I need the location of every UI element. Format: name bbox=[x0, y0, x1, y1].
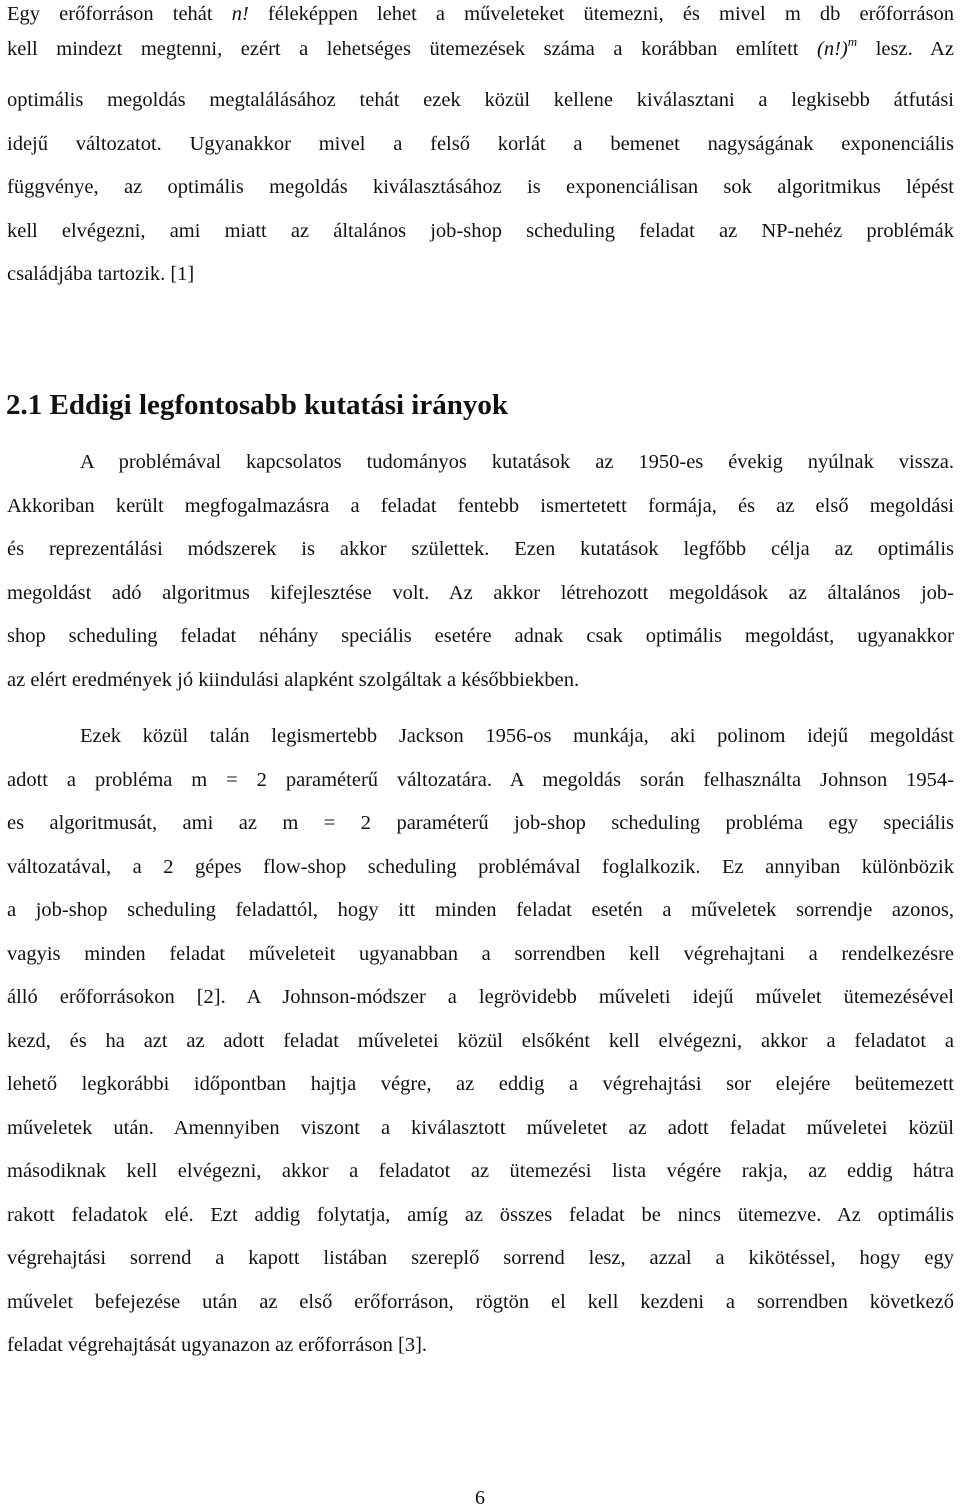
math-exponent: m bbox=[847, 34, 858, 49]
paragraph-3-line-3: es algoritmusát, ami az m = 2 paraméterű job-shop scheduling probléma egy speciális bbox=[7, 812, 954, 834]
paragraph-3-line-1: Ezek közül talán legismertebb Jackson 1956-os munkája, aki polinom idejű megoldást bbox=[80, 725, 954, 747]
text-run: féleképpen lehet a műveleteket ütemezni, és mivel m db erőforráson bbox=[267, 3, 955, 25]
paragraph-1-line-5: függvénye, az optimális megoldás kiválasztásához is exponenciálisan sok algoritmikus lépést bbox=[7, 176, 954, 198]
paragraph-3-line-11: másodiknak kell elvégezni, akkor a feladatot az ütemezési lista végére rakja, az eddig hátra bbox=[7, 1160, 954, 1182]
paragraph-2-line-6: az elért eredmények jó kiindulási alapként szolgáltak a későbbiekben. bbox=[7, 669, 580, 691]
math-expression bbox=[817, 34, 858, 60]
paragraph-2-line-1: A problémával kapcsolatos tudományos kutatások az 1950-es évekig nyúlnak vissza. bbox=[80, 451, 954, 473]
text-run: kell mindezt megtenni, ezért a lehetséges ütemezések száma a korábban említett bbox=[7, 38, 799, 60]
paragraph-3-line-5: a job-shop scheduling feladattól, hogy itt minden feladat esetén a műveletek sorrendje azonos, bbox=[7, 899, 954, 921]
paragraph-1-line-7: családjába tartozik. [1] bbox=[7, 263, 195, 285]
paragraph-2-line-5: shop scheduling feladat néhány speciális esetére adnak csak optimális megoldást, ugyanakkor bbox=[7, 625, 954, 647]
math-base: (n!) bbox=[817, 38, 848, 60]
paragraph-1-line-6: kell elvégezni, ami miatt az általános job-shop scheduling feladat az NP-nehéz problémák bbox=[7, 220, 954, 242]
paragraph-3-line-12: rakott feladatok elé. Ezt addig folytatja, amíg az összes feladat be nincs ütemezve. Az optimális bbox=[7, 1204, 954, 1226]
paragraph-1-line-1 bbox=[7, 0, 954, 28]
section-heading: 2.1 Eddigi legfontosabb kutatási irányok bbox=[6, 389, 508, 421]
paragraph-3-line-9: lehető legkorábbi időpontban hajtja végre, az eddig a végrehajtási sor elejére beütemezett bbox=[7, 1073, 954, 1095]
page-number: 6 bbox=[475, 1487, 485, 1509]
paragraph-2-line-2: Akkoriban került megfogalmazásra a feladat fentebb ismertetett formája, és az első megoldási bbox=[7, 495, 954, 517]
math-factorial: n! bbox=[231, 3, 249, 25]
paragraph-1-line-2 bbox=[7, 35, 954, 63]
text-run: lesz. Az bbox=[875, 38, 955, 60]
paragraph-3-line-8: kezd, és ha azt az adott feladat műveletei közül elsőként kell elvégezni, akkor a feladatot a bbox=[7, 1030, 954, 1052]
paragraph-1-line-4: idejű változatot. Ugyanakkor mivel a felső korlát a bemenet nagyságának exponenciális bbox=[7, 133, 954, 155]
paragraph-3-line-4: változatával, a 2 gépes flow-shop scheduling problémával foglalkozik. Ez annyiban különbözik bbox=[7, 856, 954, 878]
text-run: Egy erőforráson tehát bbox=[7, 3, 213, 25]
paragraph-3-line-10: műveletek után. Amennyiben viszont a kiválasztott műveletet az adott feladat műveletei közül bbox=[7, 1117, 954, 1139]
paragraph-2-line-3: és reprezentálási módszerek is akkor születtek. Ezen kutatások legfőbb célja az optimális bbox=[7, 538, 954, 560]
paragraph-2-line-4: megoldást adó algoritmus kifejlesztése volt. Az akkor létrehozott megoldások az általános job- bbox=[7, 582, 954, 604]
paragraph-3-line-6: vagyis minden feladat műveleteit ugyanabban a sorrendben kell végrehajtani a rendelkezésre bbox=[7, 943, 954, 965]
paragraph-3-line-7: álló erőforrásokon [2]. A Johnson-módszer a legrövidebb műveleti idejű művelet ütemezésével bbox=[7, 986, 954, 1008]
paragraph-3-line-15: feladat végrehajtását ugyanazon az erőforráson [3]. bbox=[7, 1334, 428, 1356]
paragraph-3-line-14: művelet befejezése után az első erőforráson, rögtön el kell kezdeni a sorrendben következő bbox=[7, 1291, 954, 1313]
paragraph-1-line-3: optimális megoldás megtalálásához tehát ezek közül kellene kiválasztani a legkisebb átfutási bbox=[7, 89, 954, 111]
paragraph-3-line-13: végrehajtási sorrend a kapott listában szereplő sorrend lesz, azzal a kikötéssel, hogy egy bbox=[7, 1247, 954, 1269]
paragraph-3-line-2: adott a probléma m = 2 paraméterű változatára. A megoldás során felhasználta Johnson 1954- bbox=[7, 769, 954, 791]
